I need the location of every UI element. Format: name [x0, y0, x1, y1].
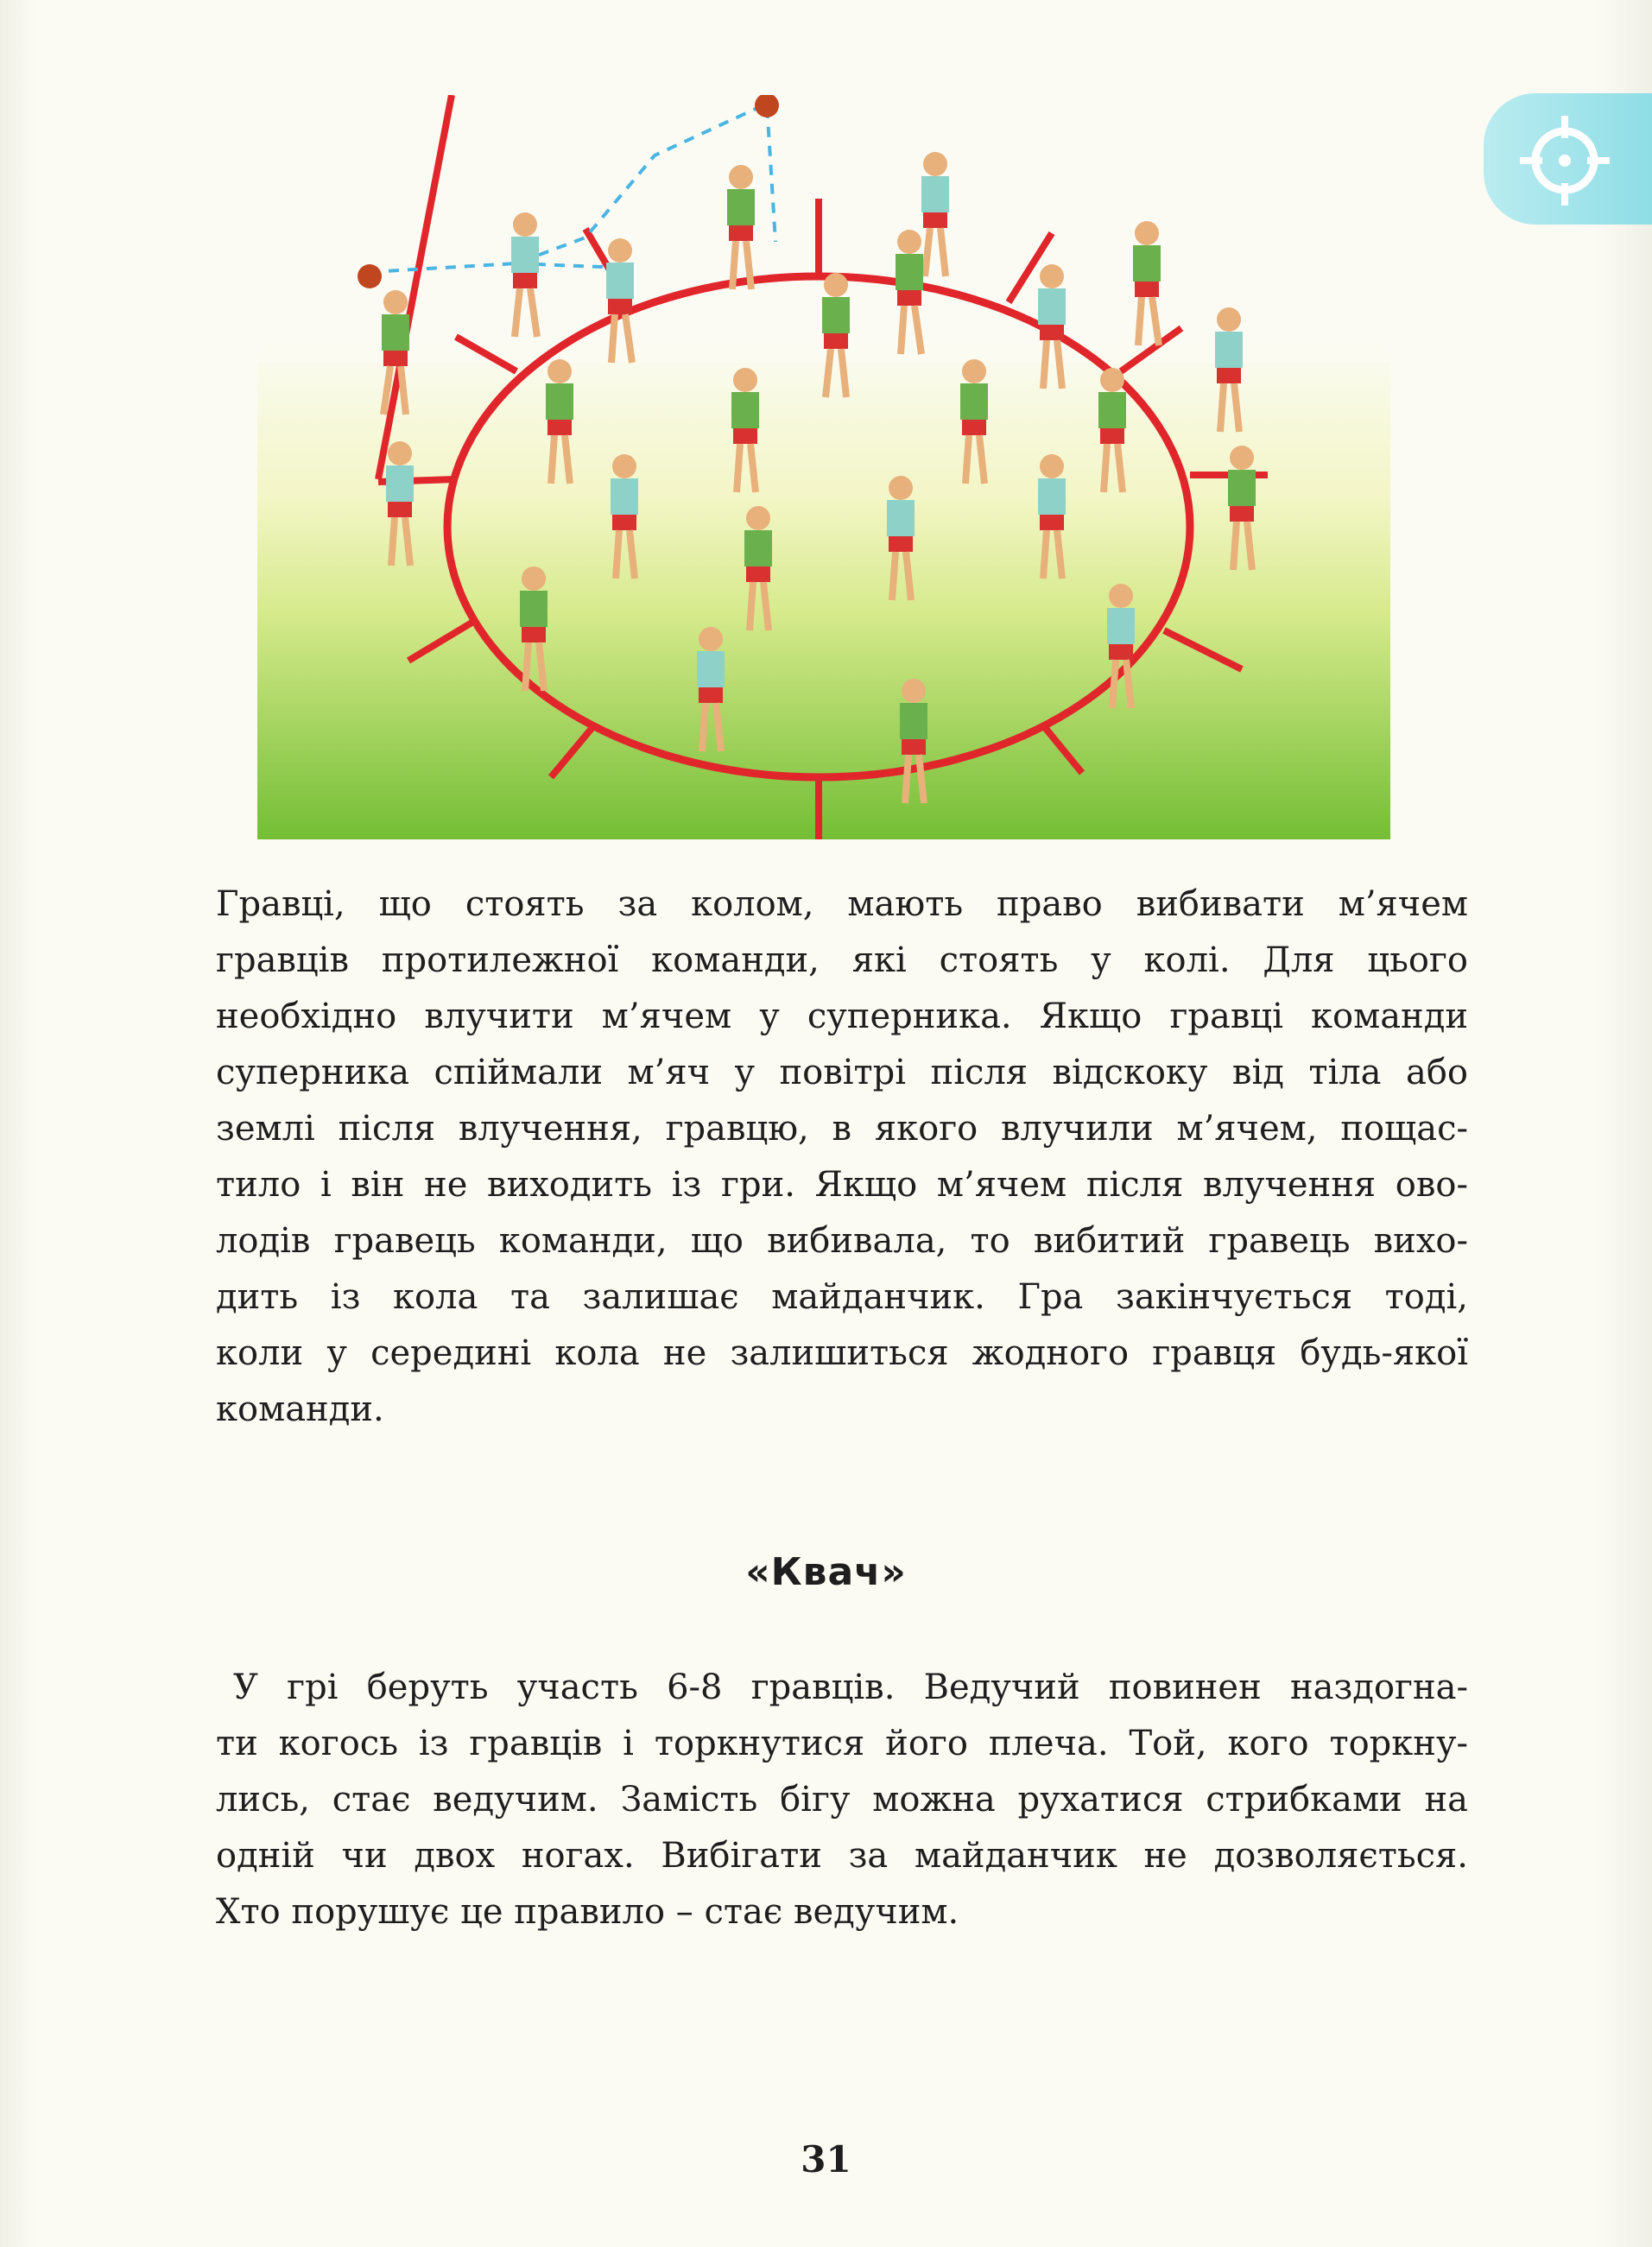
section-tab	[1484, 93, 1652, 225]
text-line: коли у середині кола не залишиться жодного гравця будь-якої	[216, 1333, 1468, 1373]
text-line: суперника спіймали м’яч у повітрі після відскоку від тіла або	[216, 1053, 1468, 1092]
text-line: землі після влучення, гравцю, в якого влучили м’ячем, пощас-	[216, 1109, 1468, 1149]
text-line: тило і він не виходить із гри. Якщо м’ячем після влучення ово-	[216, 1165, 1468, 1205]
text-line: лодів гравець команди, що вибивала, то вибитий гравець вихо-	[216, 1221, 1468, 1261]
text-line: гравців протилежної команди, які стоять у колі. Для цього	[216, 940, 1468, 980]
page-number: 31	[801, 2138, 851, 2181]
text-line: Хто порушує це правило – стає ведучим.	[216, 1892, 959, 1932]
game-rules-paragraph	[216, 877, 1468, 1438]
text-line: дить із кола та залишає майданчик. Гра закінчується тоді,	[216, 1277, 1468, 1317]
text-line: Гравці, що стоять за колом, мають право вибивати м’ячем	[216, 884, 1468, 924]
kvach-rules-paragraph	[216, 1660, 1468, 1940]
section-heading: «Квач»	[745, 1550, 907, 1594]
text-line: одній чи двох ногах. Вибігати за майданчик не дозволяється.	[216, 1836, 1468, 1876]
text-line: ти когось із гравців і торкнутися його плеча. Той, кого торкну-	[216, 1724, 1468, 1763]
text-line: команди.	[216, 1389, 384, 1429]
text-line: необхідно влучити м’ячем у суперника. Якщо гравці команди	[216, 997, 1468, 1036]
text-line: лись, стає ведучим. Замість бігу можна рухатися стрибками на	[216, 1780, 1468, 1820]
target-icon	[1513, 109, 1617, 212]
ball-game-illustration	[257, 95, 1390, 839]
text-line: У грі беруть участь 6-8 гравців. Ведучий повинен наздогна-	[233, 1668, 1468, 1707]
